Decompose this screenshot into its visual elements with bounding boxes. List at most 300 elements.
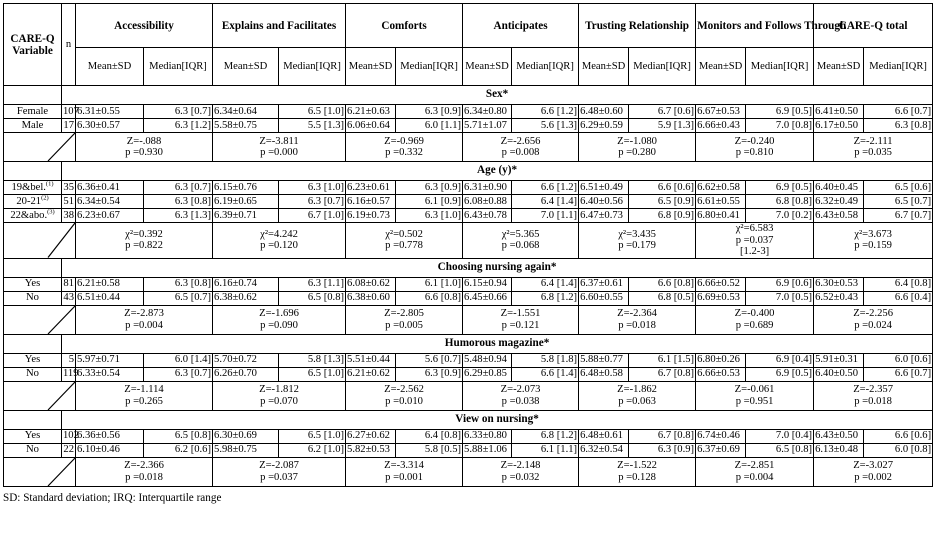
stats-line: Z=-2.562 — [384, 384, 424, 395]
table-body — [4, 86, 933, 487]
table-row — [4, 367, 933, 381]
median-iqr-cell: 6.8 [0.9] — [629, 209, 696, 223]
row-label — [4, 291, 62, 305]
stats-line: p =0.010 — [385, 395, 423, 407]
document — [3, 3, 932, 504]
stats-row — [4, 457, 933, 486]
group-header: Anticipates — [463, 4, 579, 48]
median-iqr-cell: 6.5 [0.8] — [746, 443, 814, 457]
stats-cell — [579, 381, 696, 410]
row-label-sup: (3) — [47, 208, 55, 216]
stats-cell — [213, 457, 346, 486]
stats-line: p =0.810 — [735, 147, 774, 158]
median-iqr-cell: 5.5 [1.3] — [279, 119, 346, 133]
median-iqr-cell: 5.8 [1.3] — [279, 353, 346, 367]
table-row — [4, 119, 933, 133]
row-n: 35 — [63, 181, 74, 193]
mean-sd-cell: 6.74±0.46 — [696, 429, 746, 443]
diagonal-line — [4, 382, 75, 410]
median-iqr-cell: 6.4 [0.8] — [396, 429, 463, 443]
median-iqr-cell: 6.3 [0.9] — [396, 181, 463, 195]
stats-line: Z=-1.862 — [617, 384, 657, 395]
diagonal-line — [4, 458, 75, 486]
median-iqr-header: Median[IQR] — [144, 48, 213, 86]
row-label-text: Female — [16, 105, 49, 117]
mean-sd-cell: 5.70±0.72 — [213, 353, 279, 367]
section-spacer — [4, 334, 62, 353]
row-label-text: No — [26, 444, 39, 456]
stats-cell — [579, 223, 696, 259]
median-iqr-header: Median[IQR] — [864, 48, 933, 86]
stats-line: χ²=0.392 — [125, 228, 163, 240]
median-iqr-cell: 6.8 [0.5] — [629, 291, 696, 305]
mean-sd-cell: 6.19±0.65 — [213, 195, 279, 209]
mean-sd-cell: 6.10±0.46 — [76, 443, 144, 457]
row-n: 119 — [63, 368, 79, 380]
stats-line: p =0.035 — [854, 147, 892, 158]
median-iqr-cell: 6.3 [0.7] — [144, 181, 213, 195]
footnote: SD: Standard deviation; IRQ: Interquartile range — [3, 491, 222, 504]
stats-line: Z=-3.027 — [853, 460, 893, 471]
stats-line: χ²=3.435 — [618, 228, 656, 240]
mean-sd-cell: 5.82±0.53 — [346, 443, 396, 457]
mean-sd-cell: 6.16±0.57 — [346, 195, 396, 209]
median-iqr-cell: 6.0 [0.6] — [864, 353, 933, 367]
mean-sd-cell: 6.47±0.73 — [579, 209, 629, 223]
stats-line: p =0.822 — [125, 240, 163, 252]
median-iqr-cell: 6.3 [1.1] — [279, 277, 346, 291]
care-q-table — [3, 3, 933, 487]
stats-line: p =0.179 — [618, 240, 656, 252]
mean-sd-cell: 6.36±0.41 — [76, 181, 144, 195]
median-iqr-cell: 6.1 [0.9] — [396, 195, 463, 209]
median-iqr-cell: 6.6 [1.2] — [512, 181, 579, 195]
stats-cell — [76, 305, 213, 334]
section-row — [4, 334, 933, 353]
row-n: 5 — [62, 353, 76, 367]
median-iqr-header: Median[IQR] — [629, 48, 696, 86]
median-iqr-cell: 6.6 [0.6] — [864, 429, 933, 443]
row-label — [4, 181, 62, 195]
stats-cell — [76, 223, 213, 259]
mean-sd-cell: 6.19±0.73 — [346, 209, 396, 223]
row-n: 43 — [63, 292, 74, 304]
table-row — [4, 181, 933, 195]
stats-line: Z=-3.314 — [384, 460, 424, 471]
row-label — [4, 277, 62, 291]
mean-sd-cell: 6.80±0.41 — [696, 209, 746, 223]
mean-sd-cell: 6.51±0.44 — [76, 291, 144, 305]
mean-sd-cell: 6.34±0.80 — [463, 105, 512, 119]
stats-cell — [696, 381, 814, 410]
group-header: Accessibility — [76, 4, 213, 48]
group-header: Comforts — [346, 4, 463, 48]
diagonal-cell — [4, 223, 76, 259]
median-iqr-cell: 6.1 [1.5] — [629, 353, 696, 367]
mean-sd-cell: 6.36±0.56 — [76, 429, 144, 443]
n-header: n — [62, 4, 76, 86]
stats-line: Z=-2.873 — [124, 308, 164, 319]
stats-row — [4, 133, 933, 162]
row-label — [4, 105, 62, 119]
stats-line: Z=-1.522 — [617, 460, 657, 471]
stats-line: Z=-1.080 — [617, 135, 657, 147]
stats-line: Z=-2.656 — [500, 135, 541, 147]
stats-line: p =0.332 — [385, 147, 423, 158]
row-n: 38 — [63, 209, 74, 221]
stats-line: p =0.689 — [735, 319, 774, 331]
mean-sd-cell: 6.15±0.76 — [213, 181, 279, 195]
median-iqr-cell: 6.0 [1.4] — [144, 353, 213, 367]
median-iqr-cell: 6.5 [0.6] — [864, 181, 933, 195]
section-spacer — [4, 86, 62, 105]
mean-sd-cell: 6.21±0.62 — [346, 367, 396, 381]
median-iqr-cell: 5.6 [0.7] — [396, 353, 463, 367]
section-row — [4, 258, 933, 277]
mean-sd-cell: 6.62±0.58 — [696, 181, 746, 195]
stats-cell — [346, 223, 463, 259]
median-iqr-cell: 6.4 [0.8] — [864, 277, 933, 291]
table-row — [4, 443, 933, 457]
table-row — [4, 353, 933, 367]
stats-cell — [579, 133, 696, 162]
stats-line: p =0.008 — [501, 147, 540, 158]
mean-sd-cell: 6.34±0.54 — [76, 195, 144, 209]
median-iqr-cell: 6.6 [0.4] — [864, 291, 933, 305]
stats-line: p =0.024 — [854, 319, 892, 331]
mean-sd-cell: 6.16±0.74 — [213, 277, 279, 291]
median-iqr-cell: 6.4 [1.4] — [512, 277, 579, 291]
median-iqr-cell: 6.0 [0.8] — [864, 443, 933, 457]
stats-line: p =0.070 — [260, 395, 298, 407]
group-header: Explains and Facilitates — [213, 4, 346, 48]
section-title: Humorous magazine* — [62, 334, 933, 353]
median-iqr-cell: 6.9 [0.5] — [746, 105, 814, 119]
median-iqr-cell: 6.9 [0.6] — [746, 277, 814, 291]
stats-line: p =0.018 — [618, 319, 656, 331]
stats-line: p =0.001 — [385, 471, 423, 483]
median-iqr-cell: 6.1 [1.1] — [512, 443, 579, 457]
median-iqr-cell: 6.6 [0.8] — [396, 291, 463, 305]
mean-sd-cell: 6.43±0.50 — [814, 429, 864, 443]
mean-sd-cell: 6.51±0.49 — [579, 181, 629, 195]
row-label — [4, 443, 62, 457]
median-iqr-cell: 6.5 [1.0] — [279, 367, 346, 381]
mean-sd-cell: 6.67±0.53 — [696, 105, 746, 119]
stats-line: Z=-2.364 — [617, 308, 657, 319]
mean-sd-cell: 6.48±0.58 — [579, 367, 629, 381]
mean-sd-cell: 6.30±0.69 — [213, 429, 279, 443]
median-iqr-cell: 6.9 [0.4] — [746, 353, 814, 367]
stats-cell — [213, 305, 346, 334]
median-iqr-cell: 6.5 [0.7] — [864, 195, 933, 209]
mean-sd-cell: 6.23±0.67 — [76, 209, 144, 223]
mean-sd-cell: 6.31±0.90 — [463, 181, 512, 195]
mean-sd-cell: 6.15±0.94 — [463, 277, 512, 291]
stats-line: p =0.018 — [854, 395, 892, 407]
median-iqr-cell: 6.9 [0.5] — [746, 181, 814, 195]
section-title: Sex* — [62, 86, 933, 105]
stats-line: p =0.037 — [735, 234, 774, 246]
mean-sd-header: Mean±SD — [213, 48, 279, 86]
stats-line: p =0.037 — [260, 471, 298, 483]
mean-sd-cell: 6.40±0.45 — [814, 181, 864, 195]
median-iqr-header: Median[IQR] — [746, 48, 814, 86]
stats-line: p =0.032 — [501, 471, 540, 483]
table-row — [4, 105, 933, 119]
section-row — [4, 410, 933, 429]
row-label-text: 19&bel. — [11, 181, 46, 193]
stats-line: Z=-2.366 — [124, 460, 164, 471]
mean-sd-cell: 6.30±0.57 — [76, 119, 144, 133]
median-iqr-cell: 6.4 [1.4] — [512, 195, 579, 209]
mean-sd-cell: 6.23±0.61 — [346, 181, 396, 195]
mean-sd-cell: 6.80±0.26 — [696, 353, 746, 367]
stats-line: p =0.120 — [260, 240, 298, 252]
mean-sd-cell: 6.48±0.61 — [579, 429, 629, 443]
median-iqr-cell: 6.3 [0.7] — [144, 367, 213, 381]
stats-line: p =0.121 — [501, 319, 540, 331]
stats-cell — [76, 381, 213, 410]
row-label — [4, 367, 62, 381]
row-label-text: 22&abo. — [10, 209, 48, 221]
stats-line: Z=-2.148 — [500, 460, 541, 471]
median-iqr-header: Median[IQR] — [396, 48, 463, 86]
median-iqr-cell: 6.3 [0.9] — [629, 443, 696, 457]
stats-line: Z=-2.357 — [853, 384, 893, 395]
mean-sd-cell: 6.38±0.62 — [213, 291, 279, 305]
row-label-text: Male — [21, 119, 44, 131]
median-iqr-cell: 6.8 [1.2] — [512, 429, 579, 443]
mean-sd-cell: 6.60±0.55 — [579, 291, 629, 305]
median-iqr-cell: 6.8 [1.2] — [512, 291, 579, 305]
row-label — [4, 119, 62, 133]
stats-line: p =0.002 — [854, 471, 892, 483]
mean-sd-cell: 6.27±0.62 — [346, 429, 396, 443]
stats-line: Z=-2.087 — [259, 460, 299, 471]
mean-sd-cell: 5.97±0.71 — [76, 353, 144, 367]
stats-cell — [213, 223, 346, 259]
mean-sd-cell: 5.71±1.07 — [463, 119, 512, 133]
section-row — [4, 162, 933, 181]
row-n: 17 — [63, 119, 74, 131]
median-iqr-cell: 6.0 [1.1] — [396, 119, 463, 133]
section-spacer — [4, 258, 62, 277]
section-spacer — [4, 410, 62, 429]
mean-sd-cell: 6.37±0.69 — [696, 443, 746, 457]
median-iqr-cell: 6.5 [0.8] — [144, 429, 213, 443]
table-row — [4, 277, 933, 291]
diagonal-cell — [4, 381, 76, 410]
stats-row — [4, 223, 933, 259]
stats-cell — [814, 457, 933, 486]
stats-line: Z=-0.240 — [734, 135, 775, 147]
stats-cell — [346, 133, 463, 162]
mean-sd-cell: 6.13±0.48 — [814, 443, 864, 457]
median-iqr-cell: 6.5 [1.0] — [279, 429, 346, 443]
mean-sd-cell: 6.29±0.59 — [579, 119, 629, 133]
stats-line: Z=-1.551 — [500, 308, 541, 319]
median-iqr-cell: 7.0 [1.1] — [512, 209, 579, 223]
median-iqr-cell: 6.7 [1.0] — [279, 209, 346, 223]
stats-line: χ²=4.242 — [260, 228, 298, 240]
mean-sd-header: Mean±SD — [579, 48, 629, 86]
median-iqr-cell: 6.9 [0.5] — [746, 367, 814, 381]
mean-sd-cell: 6.08±0.88 — [463, 195, 512, 209]
mean-sd-cell: 6.40±0.50 — [814, 367, 864, 381]
stats-cell — [463, 457, 579, 486]
stats-line: [1.2-3] — [740, 246, 770, 257]
mean-sd-cell: 5.58±0.75 — [213, 119, 279, 133]
stats-row — [4, 381, 933, 410]
stats-cell — [696, 223, 814, 259]
median-iqr-header: Median[IQR] — [279, 48, 346, 86]
median-iqr-cell: 6.6 [0.6] — [629, 181, 696, 195]
mean-sd-cell: 6.69±0.53 — [696, 291, 746, 305]
median-iqr-header: Median[IQR] — [512, 48, 579, 86]
stats-line: Z=-2.073 — [500, 384, 541, 395]
mean-sd-cell: 6.21±0.63 — [346, 105, 396, 119]
mean-sd-cell: 6.32±0.49 — [814, 195, 864, 209]
stats-cell — [814, 305, 933, 334]
stats-cell — [814, 223, 933, 259]
row-n: 107 — [63, 105, 79, 117]
row-n: 51 — [63, 195, 74, 207]
median-iqr-cell: 6.3 [1.0] — [396, 209, 463, 223]
stats-line: p =0.090 — [260, 319, 298, 331]
section-row — [4, 86, 933, 105]
row-label — [4, 429, 62, 443]
stats-line: χ²=0.502 — [385, 228, 423, 240]
median-iqr-cell: 6.2 [1.0] — [279, 443, 346, 457]
mean-sd-cell: 5.91±0.31 — [814, 353, 864, 367]
stats-cell — [579, 305, 696, 334]
median-iqr-cell: 7.0 [0.4] — [746, 429, 814, 443]
row-n: 81 — [63, 278, 74, 290]
stats-line: p =0.930 — [125, 147, 163, 158]
stats-line: Z=-1.696 — [259, 308, 299, 319]
median-iqr-cell: 7.0 [0.5] — [746, 291, 814, 305]
mean-sd-cell: 6.17±0.50 — [814, 119, 864, 133]
mean-sd-cell: 6.34±0.64 — [213, 105, 279, 119]
stats-line: p =0.778 — [385, 240, 423, 252]
stats-line: Z=-1.114 — [124, 384, 164, 395]
mean-sd-header: Mean±SD — [814, 48, 864, 86]
mean-sd-cell: 6.66±0.43 — [696, 119, 746, 133]
mean-sd-cell: 6.29±0.85 — [463, 367, 512, 381]
section-title: Age (y)* — [62, 162, 933, 181]
stats-line: p =0.265 — [125, 395, 163, 407]
mean-sd-cell: 5.88±1.06 — [463, 443, 512, 457]
row-label-sup: (1) — [45, 180, 54, 188]
stats-cell — [213, 381, 346, 410]
mean-sd-cell: 6.40±0.56 — [579, 195, 629, 209]
stats-cell — [696, 305, 814, 334]
stats-cell — [814, 133, 933, 162]
stats-line: Z=-2.111 — [853, 135, 893, 147]
stats-cell — [463, 381, 579, 410]
mean-sd-cell: 6.41±0.50 — [814, 105, 864, 119]
stats-line: Z=-2.256 — [853, 308, 893, 319]
mean-sd-cell: 6.61±0.55 — [696, 195, 746, 209]
diagonal-line — [4, 223, 75, 258]
median-iqr-cell: 6.7 [0.8] — [629, 367, 696, 381]
stats-cell — [696, 457, 814, 486]
stats-cell — [463, 133, 579, 162]
header-row-stats — [4, 48, 933, 86]
stats-line: Z=-0.061 — [734, 384, 775, 395]
row-label-text: Yes — [24, 278, 41, 290]
mean-sd-cell: 6.66±0.52 — [696, 277, 746, 291]
median-iqr-cell: 5.9 [1.3] — [629, 119, 696, 133]
stats-line: p =0.128 — [618, 471, 656, 483]
section-title: Choosing nursing again* — [62, 258, 933, 277]
mean-sd-cell: 6.38±0.60 — [346, 291, 396, 305]
stats-line: p =0.004 — [125, 319, 163, 331]
diagonal-line — [4, 133, 75, 161]
mean-sd-cell: 6.32±0.54 — [579, 443, 629, 457]
stats-line: p =0.000 — [260, 147, 298, 158]
table-row — [4, 291, 933, 305]
stats-line: p =0.005 — [385, 319, 423, 331]
median-iqr-cell: 6.3 [0.7] — [279, 195, 346, 209]
mean-sd-header: Mean±SD — [346, 48, 396, 86]
diagonal-cell — [4, 457, 76, 486]
stats-line: Z=-2.805 — [384, 308, 424, 319]
median-iqr-cell: 6.3 [0.8] — [144, 277, 213, 291]
mean-sd-cell: 6.48±0.60 — [579, 105, 629, 119]
stats-cell — [696, 133, 814, 162]
mean-sd-cell: 6.45±0.66 — [463, 291, 512, 305]
median-iqr-cell: 6.5 [0.7] — [144, 291, 213, 305]
section-title: View on nursing* — [62, 410, 933, 429]
stats-line: p =0.063 — [618, 395, 656, 407]
row-label — [4, 353, 62, 367]
stats-cell — [579, 457, 696, 486]
median-iqr-cell: 6.5 [0.8] — [279, 291, 346, 305]
stats-cell — [814, 381, 933, 410]
median-iqr-cell: 6.8 [0.8] — [746, 195, 814, 209]
stats-line: p =0.018 — [125, 471, 163, 483]
row-label-text: 20-21 — [16, 195, 42, 207]
mean-sd-cell: 6.43±0.78 — [463, 209, 512, 223]
row-label — [4, 209, 62, 223]
diagonal-cell — [4, 305, 76, 334]
mean-sd-cell: 6.39±0.71 — [213, 209, 279, 223]
stats-cell — [346, 381, 463, 410]
mean-sd-header: Mean±SD — [463, 48, 512, 86]
stats-cell — [346, 305, 463, 334]
table-row — [4, 209, 933, 223]
row-n: 102 — [63, 430, 79, 442]
row-label — [4, 195, 62, 209]
group-header: Trusting Relationship — [579, 4, 696, 48]
table-row — [4, 429, 933, 443]
median-iqr-cell: 5.6 [1.3] — [512, 119, 579, 133]
stats-line: Z=-1.812 — [259, 384, 299, 395]
mean-sd-cell: 6.33±0.80 — [463, 429, 512, 443]
row-label-text: Yes — [24, 430, 41, 442]
median-iqr-cell: 6.7 [0.7] — [864, 209, 933, 223]
median-iqr-cell: 6.3 [0.8] — [144, 195, 213, 209]
table-header — [4, 4, 933, 86]
stats-line: χ²=3.673 — [854, 228, 892, 240]
median-iqr-cell: 6.3 [1.0] — [279, 181, 346, 195]
mean-sd-cell: 6.66±0.53 — [696, 367, 746, 381]
mean-sd-cell: 5.88±0.77 — [579, 353, 629, 367]
mean-sd-header: Mean±SD — [76, 48, 144, 86]
median-iqr-cell: 6.3 [0.9] — [396, 367, 463, 381]
